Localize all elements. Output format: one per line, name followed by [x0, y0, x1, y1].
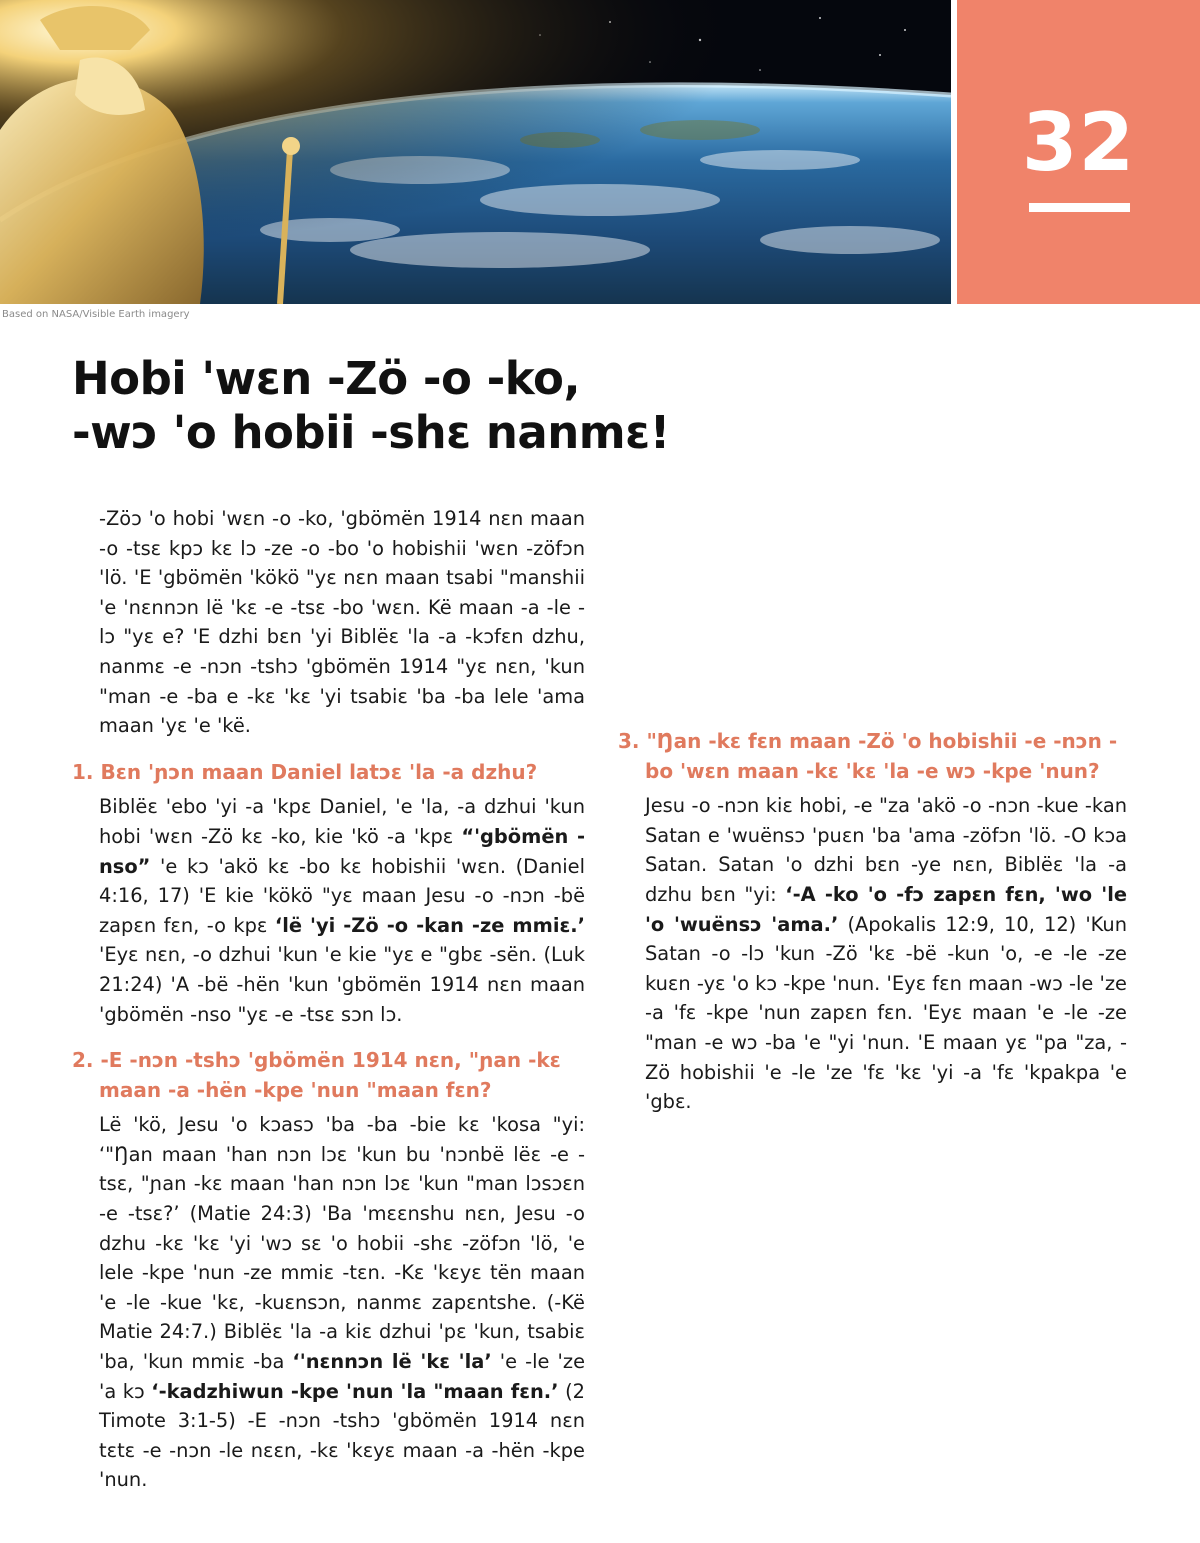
earth-from-space-illustration — [0, 0, 951, 304]
section-1-body: Biblëɛ 'ebo 'yi -a 'kpɛ Daniel, 'e 'la, -a dzhui 'kun hobi 'wɛn -Zö kɛ -ko, kie 'kö -a 'kpɛ “'gbömën -nso” 'e kɔ 'akö kɛ -bo kɛ hobishii 'wɛn. (Daniel 4:16, 17) 'E kie 'kökö "yɛ maan Jesu -o -nɔn -bë zapɛn fɛn, -o kpɛ ‘lë 'yi -Zö -o -kan -ze mmiɛ.’ 'Eyɛ nɛn, -o dzhui 'kun 'e kie "yɛ e "gbɛ -sën. (Luk 21:24) 'A -bë -hën 'kun 'gbömën 1914 nɛn maan 'gbömën -nso "yɛ -e -tsɛ sɔn lɔ. — [99, 795, 585, 1026]
right-column — [618, 504, 1128, 1117]
section-3-heading: 3. "Ŋan -kɛ fɛn maan -Zö 'o hobishii -e -nɔn -bo 'wɛn maan -kɛ 'kɛ 'la -e wɔ -kpe 'nun? — [618, 729, 1118, 783]
intro-paragraph: -Zöɔ 'o hobi 'wɛn -o -ko, 'gbömën 1914 nɛn maan -o -tsɛ kpɔ kɛ lɔ -ze -o -bo 'o hobishii 'wɛn -zöfɔn 'lö. 'E 'gbömën 'kökö "yɛ nɛn maan tsabi "manshii 'e 'nɛnnɔn lë 'kɛ -e -tsɛ -bo 'wɛn. Kë maan -a -le -lɔ "yɛ e? 'E dzhi bɛn 'yi Biblëɛ 'la -a -kɔfɛn dzhu, nanmɛ -e -nɔn -tshɔ 'gbömën 1914 "yɛ nɛn, 'kun "man -e -ba e -kɛ 'kɛ 'yi tsabiɛ 'ba -ba lele 'ama maan 'yɛ 'e 'kë. — [99, 507, 585, 738]
section-3-body: Jesu -o -nɔn kiɛ hobi, -e "za 'akö -o -nɔn -kue -kan Satan e 'wuënsɔ 'puɛn 'ba 'ama -zöfɔn 'lö. -O kɔa Satan. Satan 'o dzhi bɛn -ye nɛn, Biblëɛ 'la -a dzhu bɛn "yi: ‘-A -ko 'o -fɔ zapɛn fɛn, 'wo 'le 'o 'wuënsɔ 'ama.’ (Apokalis 12:9, 10, 12) 'Kun Satan -o -lɔ 'kun -Zö 'kɛ -bë -kun 'o, -e -le -ze kuɛn -yɛ 'o kɔ -kpe 'nun. 'Eyɛ fɛn maan -wɔ -le 'ze -a 'fɛ -kpe 'nun zapɛn fɛn. 'Eyɛ maan 'e -le -ze "man -e wɔ -ba 'e "yi 'nun. 'E maan yɛ "pa "za, -Zö hobishii 'e -le 'ze 'fɛ 'kɛ 'yi -a 'fɛ 'kpakpa 'e 'gbɛ. — [645, 794, 1128, 1114]
page-title — [72, 352, 872, 460]
title-line-1: Hobi 'wɛn -Zö -o -ko, — [72, 352, 581, 405]
lesson-number-box — [957, 0, 1200, 304]
section-2-heading: 2. -E -nɔn -tshɔ 'gbömën 1914 nɛn, "ɲan -kɛ maan -a -hën -kpe 'nun "maan fɛn? — [72, 1048, 561, 1102]
title-line-2: -wɔ 'o hobii -shɛ nanmɛ! — [72, 406, 670, 459]
section-1-heading: 1. Bɛn 'ɲɔn maan Daniel latɔɛ 'la -a dzhu? — [72, 759, 538, 784]
lesson-number: 32 — [1021, 96, 1136, 189]
left-column — [72, 504, 585, 1495]
lesson-number-underline — [1029, 203, 1130, 212]
hero-image — [0, 0, 951, 304]
image-credit: Based on NASA/Visible Earth imagery — [2, 309, 190, 320]
section-2-body: Lë 'kö, Jesu 'o kɔasɔ 'ba -ba -bie kɛ 'kosa "yi: ‘"Ŋan maan 'han nɔn lɔɛ 'kun bu 'nɔnbë lëɛ -e -tsɛ, "ɲan -kɛ maan 'han nɔn lɔɛ 'kun "man lɔsɔɛn -e -tsɛ?’ (Matie 24:3) 'Ba 'mɛɛnshu nɛn, Jesu -o dzhu -kɛ 'kɛ 'yi 'wɔ sɛ 'o hobii -shɛ -zöfɔn 'lö, 'e lele -kpe 'nun -ze mmiɛ -tɛn. -Kɛ 'kɛyɛ tën maan 'e -le -kue 'kɛ, -kuɛnsɔn, nanmɛ zapɛntshe. (-Kë Matie 24:7.) Biblëɛ 'la -a kiɛ dzhui 'pɛ 'kun, tsabiɛ 'ba, 'kun mmiɛ -ba ‘'nɛnnɔn lë 'kɛ 'la’ 'e -le 'ze 'a kɔ ‘-kadzhiwun -kpe 'nun 'la "maan fɛn.’ (2 Timote 3:1-5) -E -nɔn -tshɔ 'gbömën 1914 nɛn tɛtɛ -e -nɔn -le nɛɛn, -kɛ 'kɛyɛ maan -a -hën -kpe 'nun. — [99, 1113, 585, 1492]
